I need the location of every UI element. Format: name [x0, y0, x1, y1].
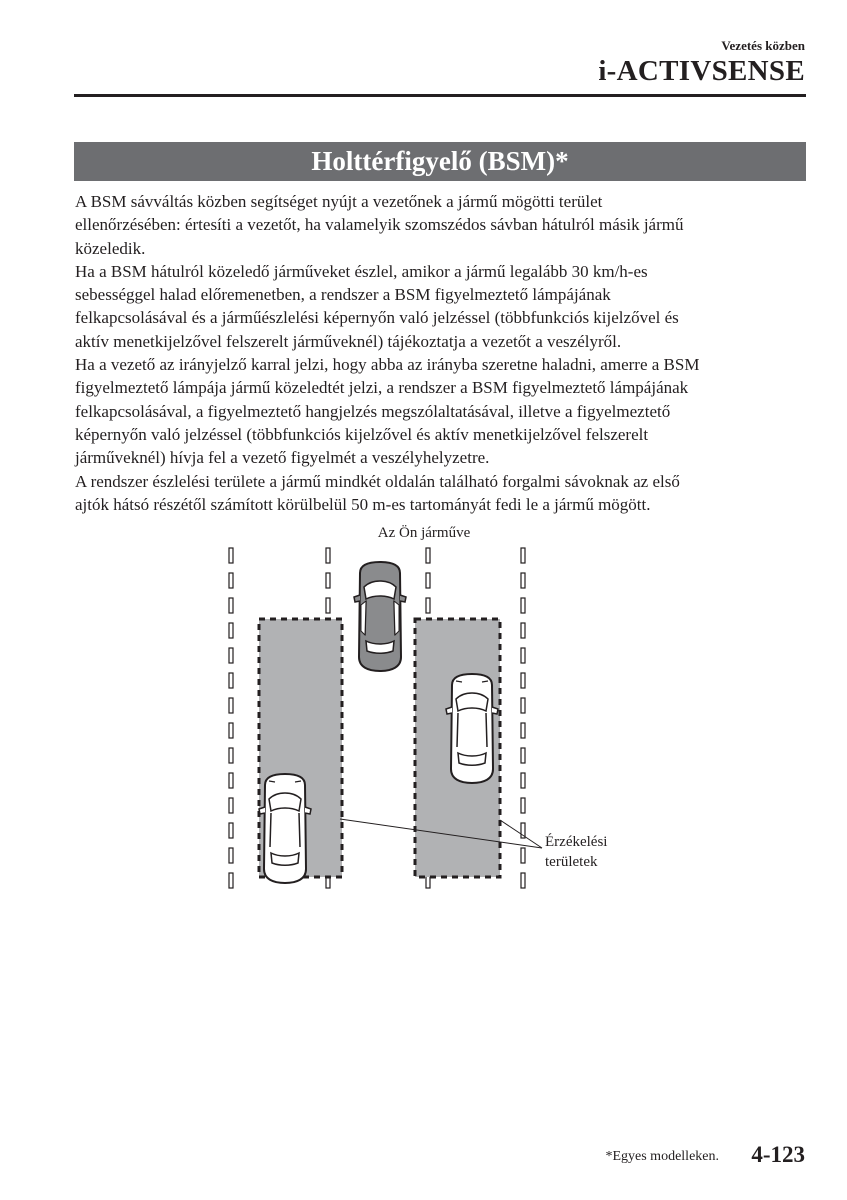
own-vehicle: [354, 562, 406, 671]
paragraph-turn-signal: Ha a vezető az irányjelző karral jelzi, hogy abba az irányba szeretne haladni, amerre a BSM figyelmeztető lámpája jármű közeledtét jelzi, a rendszer a BSM figyelmeztető lámpájának felkapcsolásával, a figyelmeztető hangjelzés megszólaltatásával, illetve a figyelmeztető képernyőn való jelzéssel (többfunkciós kijelzővel és aktív menetkijelzővel felszerelt járműveknél) hívja fel a vezető figyelmét a veszélyhelyzetre.: [75, 355, 700, 468]
paragraph-intro: A BSM sávváltás közben segítséget nyújt a vezetőnek a jármű mögötti terület ellenőrzésében: értesíti a vezetőt, ha valamelyik szomszédos sávban hátulról másik jármű közeledik.: [75, 192, 684, 258]
section-banner: Holttérfigyelő (BSM)*: [74, 142, 806, 181]
section-running-header: Vezetés közben: [721, 38, 805, 53]
paragraph-detection-area: A rendszer észlelési területe a jármű mindkét oldalán található forgalmi sávoknak az első ajtók hátsó részétől számított körülbelül 50 m-es tartományát fedi le a jármű mögött.: [75, 471, 680, 514]
paragraph-detection: Ha a BSM hátulról közeledő járműveket észlel, amikor a jármű legalább 30 km/h-es sebességgel halad előremenetben, a rendszer a BSM figyelmeztető lámpájának felkapcsolásával és a járműészlelési képernyőn való jelzéssel (többfunkciós kijelzővel és aktív menetkijelzővel felszerelt járműveknél) tájékoztatja a vezetőt a veszélyről.: [75, 261, 679, 351]
page-number: 4-123: [751, 1142, 805, 1167]
chapter-title: i-ACTIVSENSE: [598, 55, 805, 87]
approaching-vehicle-right: [446, 674, 498, 783]
footnote: *Egyes modelleken.: [605, 1149, 719, 1164]
detection-zones-label-line1: Érzékelési: [545, 834, 608, 850]
approaching-vehicle-left: [259, 774, 311, 883]
lane-marker-right: [521, 548, 525, 888]
detection-zones-label-line2: területek: [545, 854, 598, 870]
lane-marker-left: [229, 548, 233, 888]
own-vehicle-label: Az Ön járműve: [377, 525, 471, 541]
